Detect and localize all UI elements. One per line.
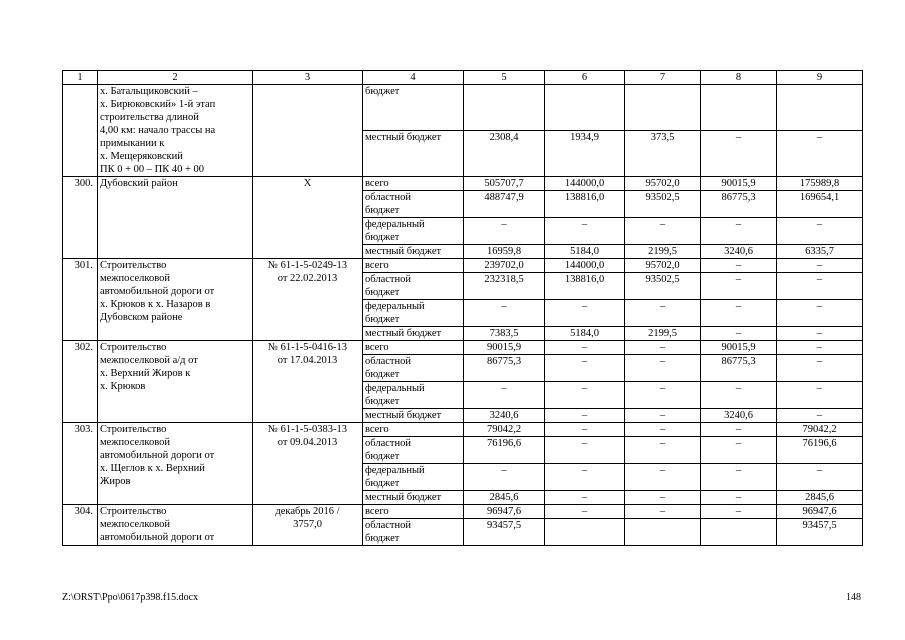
budget-source: областной бюджет bbox=[363, 273, 464, 300]
amount-cell: 93457,5 bbox=[777, 519, 863, 546]
budget-source: местный бюджет bbox=[363, 245, 464, 259]
budget-source: местный бюджет bbox=[363, 409, 464, 423]
amount-cell: 169654,1 bbox=[777, 191, 863, 218]
amount-cell: – bbox=[701, 423, 777, 437]
amount-cell: 2845,6 bbox=[464, 491, 545, 505]
object-name: Строительство межпоселковой а/д от х. Верхний Жиров к х. Крюков bbox=[98, 341, 253, 423]
table-row bbox=[63, 341, 863, 355]
amount-cell: – bbox=[545, 341, 625, 355]
budget-source: всего bbox=[363, 177, 464, 191]
amount-cell: 95702,0 bbox=[625, 259, 701, 273]
header-cell: 3 bbox=[253, 71, 363, 85]
amount-cell: 144000,0 bbox=[545, 177, 625, 191]
header-cell: 6 bbox=[545, 71, 625, 85]
amount-cell: 239702,0 bbox=[464, 259, 545, 273]
amount-cell: – bbox=[701, 464, 777, 491]
amount-cell: – bbox=[701, 259, 777, 273]
amount-cell: – bbox=[545, 300, 625, 327]
amount-cell: – bbox=[464, 464, 545, 491]
amount-cell: – bbox=[701, 218, 777, 245]
row-number: 303. bbox=[63, 423, 98, 505]
amount-cell: 95702,0 bbox=[625, 177, 701, 191]
amount-cell bbox=[777, 85, 863, 131]
row-number: 301. bbox=[63, 259, 98, 341]
object-name: Строительство межпоселковой автомобильной дороги от х. Щеглов к х. Верхний Жиров bbox=[98, 423, 253, 505]
amount-cell: – bbox=[545, 491, 625, 505]
amount-cell: – bbox=[777, 327, 863, 341]
budget-source: бюджет bbox=[363, 85, 464, 131]
amount-cell: – bbox=[545, 423, 625, 437]
row-number: 300. bbox=[63, 177, 98, 259]
amount-cell: – bbox=[777, 218, 863, 245]
amount-cell: – bbox=[545, 355, 625, 382]
amount-cell: 2199,5 bbox=[625, 245, 701, 259]
amount-cell: – bbox=[777, 131, 863, 177]
amount-cell: – bbox=[701, 437, 777, 464]
header-cell: 4 bbox=[363, 71, 464, 85]
row-number bbox=[63, 85, 98, 177]
amount-cell: – bbox=[777, 273, 863, 300]
table-row bbox=[63, 177, 863, 191]
amount-cell: 90015,9 bbox=[701, 341, 777, 355]
document-ref: Х bbox=[253, 177, 363, 259]
budget-source: всего bbox=[363, 505, 464, 519]
amount-cell: – bbox=[701, 505, 777, 519]
amount-cell: 76196,6 bbox=[777, 437, 863, 464]
amount-cell: – bbox=[625, 355, 701, 382]
budget-source: местный бюджет bbox=[363, 131, 464, 177]
amount-cell: 175989,8 bbox=[777, 177, 863, 191]
document-ref: декабрь 2016 / 3757,0 bbox=[253, 505, 363, 546]
amount-cell bbox=[625, 85, 701, 131]
header-cell: 8 bbox=[701, 71, 777, 85]
amount-cell: 6335,7 bbox=[777, 245, 863, 259]
amount-cell: – bbox=[625, 409, 701, 423]
object-name: х. Батальщиковский – х. Бирюковский» 1-й этап строительства длиной 4,00 км: начало трассы на примыкании к х. Мещеряковский ПК 0 + 00 – ПК 40 + 00 bbox=[98, 85, 253, 177]
header-cell: 7 bbox=[625, 71, 701, 85]
amount-cell: – bbox=[545, 464, 625, 491]
amount-cell: 93502,5 bbox=[625, 273, 701, 300]
header-cell: 2 bbox=[98, 71, 253, 85]
amount-cell: – bbox=[545, 382, 625, 409]
amount-cell: 1934,9 bbox=[545, 131, 625, 177]
amount-cell: – bbox=[545, 218, 625, 245]
amount-cell: 7383,5 bbox=[464, 327, 545, 341]
amount-cell: 373,5 bbox=[625, 131, 701, 177]
budget-source: федеральный бюджет bbox=[363, 300, 464, 327]
budget-source: федеральный бюджет bbox=[363, 382, 464, 409]
amount-cell: – bbox=[625, 341, 701, 355]
document-ref: № 61-1-5-0416-13 от 17.04.2013 bbox=[253, 341, 363, 423]
budget-source: областной бюджет bbox=[363, 191, 464, 218]
amount-cell: – bbox=[545, 437, 625, 464]
amount-cell: 93457,5 bbox=[464, 519, 545, 546]
amount-cell: – bbox=[701, 327, 777, 341]
amount-cell bbox=[701, 519, 777, 546]
object-name: Строительство межпоселковой автомобильной дороги от bbox=[98, 505, 253, 546]
amount-cell: – bbox=[777, 382, 863, 409]
budget-source: местный бюджет bbox=[363, 327, 464, 341]
header-cell: 1 bbox=[63, 71, 98, 85]
amount-cell: – bbox=[625, 382, 701, 409]
amount-cell: 505707,7 bbox=[464, 177, 545, 191]
table-row bbox=[63, 85, 863, 131]
document-ref: № 61-1-5-0249-13 от 22.02.2013 bbox=[253, 259, 363, 341]
header-cell: 9 bbox=[777, 71, 863, 85]
amount-cell: – bbox=[625, 491, 701, 505]
amount-cell: – bbox=[777, 341, 863, 355]
amount-cell bbox=[464, 85, 545, 131]
table-row bbox=[63, 259, 863, 273]
object-name: Дубовский район bbox=[98, 177, 253, 259]
amount-cell: – bbox=[625, 437, 701, 464]
budget-source: всего bbox=[363, 423, 464, 437]
amount-cell: 96947,6 bbox=[464, 505, 545, 519]
amount-cell: 3240,6 bbox=[701, 409, 777, 423]
amount-cell: – bbox=[777, 300, 863, 327]
amount-cell: 96947,6 bbox=[777, 505, 863, 519]
amount-cell: – bbox=[701, 300, 777, 327]
header-cell: 5 bbox=[464, 71, 545, 85]
amount-cell: 138816,0 bbox=[545, 191, 625, 218]
amount-cell: – bbox=[777, 355, 863, 382]
page-number: 148 bbox=[846, 592, 861, 603]
budget-source: федеральный бюджет bbox=[363, 464, 464, 491]
amount-cell bbox=[701, 85, 777, 131]
amount-cell: – bbox=[625, 464, 701, 491]
amount-cell: 3240,6 bbox=[464, 409, 545, 423]
amount-cell: 76196,6 bbox=[464, 437, 545, 464]
amount-cell: 2199,5 bbox=[625, 327, 701, 341]
amount-cell: 79042,2 bbox=[464, 423, 545, 437]
amount-cell: – bbox=[777, 409, 863, 423]
amount-cell: 90015,9 bbox=[464, 341, 545, 355]
amount-cell: – bbox=[701, 273, 777, 300]
amount-cell: – bbox=[777, 464, 863, 491]
amount-cell bbox=[545, 519, 625, 546]
amount-cell: 5184,0 bbox=[545, 245, 625, 259]
amount-cell: 2308,4 bbox=[464, 131, 545, 177]
amount-cell: 488747,9 bbox=[464, 191, 545, 218]
row-number: 302. bbox=[63, 341, 98, 423]
amount-cell: – bbox=[464, 218, 545, 245]
amount-cell: – bbox=[464, 300, 545, 327]
amount-cell: – bbox=[464, 382, 545, 409]
amount-cell: – bbox=[545, 409, 625, 423]
amount-cell: – bbox=[625, 423, 701, 437]
amount-cell: 2845,6 bbox=[777, 491, 863, 505]
amount-cell: 144000,0 bbox=[545, 259, 625, 273]
amount-cell: – bbox=[777, 259, 863, 273]
amount-cell: – bbox=[701, 491, 777, 505]
object-name: Строительство межпоселковой автомобильной дороги от х. Крюков к х. Назаров в Дубовском районе bbox=[98, 259, 253, 341]
budget-table bbox=[62, 70, 863, 546]
amount-cell bbox=[545, 85, 625, 131]
amount-cell: – bbox=[625, 218, 701, 245]
budget-source: областной бюджет bbox=[363, 519, 464, 546]
amount-cell: 3240,6 bbox=[701, 245, 777, 259]
document-ref: № 61-1-5-0383-13 от 09.04.2013 bbox=[253, 423, 363, 505]
amount-cell: 16959,8 bbox=[464, 245, 545, 259]
amount-cell: 86775,3 bbox=[701, 355, 777, 382]
document-ref bbox=[253, 85, 363, 177]
footer-file-path: Z:\ORST\Ppo\0617p398.f15.docx bbox=[62, 592, 199, 603]
amount-cell: 79042,2 bbox=[777, 423, 863, 437]
budget-source: всего bbox=[363, 341, 464, 355]
header-row bbox=[63, 71, 863, 85]
amount-cell: – bbox=[625, 505, 701, 519]
budget-source: федеральный бюджет bbox=[363, 218, 464, 245]
budget-source: всего bbox=[363, 259, 464, 273]
amount-cell: 86775,3 bbox=[701, 191, 777, 218]
amount-cell: 232318,5 bbox=[464, 273, 545, 300]
amount-cell: – bbox=[701, 131, 777, 177]
amount-cell bbox=[625, 519, 701, 546]
budget-source: местный бюджет bbox=[363, 491, 464, 505]
budget-source: областной бюджет bbox=[363, 437, 464, 464]
amount-cell: 138816,0 bbox=[545, 273, 625, 300]
amount-cell: 93502,5 bbox=[625, 191, 701, 218]
budget-source: областной бюджет bbox=[363, 355, 464, 382]
amount-cell: – bbox=[701, 382, 777, 409]
table-row bbox=[63, 505, 863, 519]
row-number: 304. bbox=[63, 505, 98, 546]
amount-cell: – bbox=[545, 505, 625, 519]
amount-cell: 86775,3 bbox=[464, 355, 545, 382]
amount-cell: – bbox=[625, 300, 701, 327]
table-row bbox=[63, 423, 863, 437]
amount-cell: 90015,9 bbox=[701, 177, 777, 191]
amount-cell: 5184,0 bbox=[545, 327, 625, 341]
table-body bbox=[63, 71, 863, 546]
